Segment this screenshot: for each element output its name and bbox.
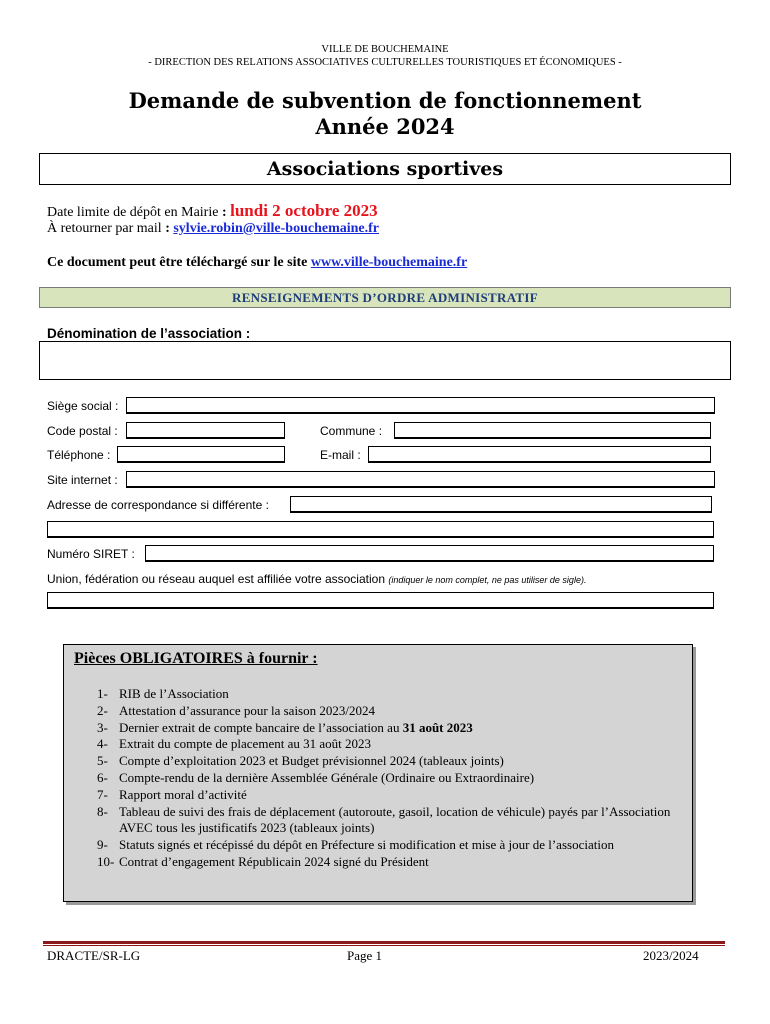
union-field[interactable] bbox=[47, 592, 714, 609]
email-field[interactable] bbox=[368, 446, 711, 463]
deadline-colon: : bbox=[218, 205, 231, 220]
return-colon: : bbox=[161, 221, 174, 236]
email-label: E-mail : bbox=[320, 448, 361, 462]
siret-label: Numéro SIRET : bbox=[47, 547, 135, 561]
deadline-label: Date limite de dépôt en Mairie bbox=[47, 205, 219, 220]
list-item: 1- RIB de l’Association bbox=[97, 686, 229, 701]
siret-field[interactable] bbox=[145, 545, 714, 562]
pieces-list bbox=[97, 686, 677, 871]
deadline-line bbox=[47, 201, 378, 221]
pieces-title: Pièces OBLIGATOIRES à fournir : bbox=[74, 650, 318, 667]
commune-field[interactable] bbox=[394, 422, 711, 439]
site-label: Site internet : bbox=[47, 473, 118, 487]
telephone-label: Téléphone : bbox=[47, 448, 111, 462]
category-title: Associations sportives bbox=[39, 153, 731, 185]
site-field[interactable] bbox=[126, 471, 715, 488]
download-text: Ce document peut être téléchargé sur le site bbox=[47, 255, 311, 270]
adresse-field-line2[interactable] bbox=[47, 521, 714, 538]
list-item: 6- Compte-rendu de la dernière Assemblée Générale (Ordinaire ou Extraordinaire) bbox=[97, 769, 535, 785]
page-year: Année 2024 bbox=[315, 114, 455, 139]
return-email-link[interactable]: sylvie.robin@ville-bouchemaine.fr bbox=[173, 221, 380, 236]
telephone-field[interactable] bbox=[117, 446, 285, 463]
siege-label: Siège social : bbox=[47, 399, 119, 413]
union-label: Union, fédération ou réseau auquel est affiliée votre association bbox=[47, 572, 385, 586]
list-item: 7- Rapport moral d’activité bbox=[97, 786, 247, 802]
direction-name: - DIRECTION DES RELATIONS ASSOCIATIVES CULTURELLES TOURISTIQUES ET ÉCONOMIQUES - bbox=[148, 57, 622, 68]
list-item: 8- Tableau de suivi des frais de déplacement (autoroute, gasoil, location de véhicule) payés par l’Association AVEC tous les justificatifs 2023 (tableaux joints) bbox=[97, 803, 671, 836]
list-item: 2- Attestation d’assurance pour la saison 2023/2024 bbox=[97, 702, 375, 718]
denomination-label: Dénomination de l’association : bbox=[47, 326, 251, 341]
denomination-field[interactable] bbox=[39, 341, 731, 380]
footer-year: 2023/2024 bbox=[643, 948, 699, 963]
return-line bbox=[47, 221, 379, 237]
footer-page: Page 1 bbox=[347, 948, 383, 963]
list-item: 5- Compte d’exploitation 2023 et Budget prévisionnel 2024 (tableaux joints) bbox=[97, 753, 504, 769]
page-title: Demande de subvention de fonctionnement bbox=[128, 88, 642, 113]
union-note: (indiquer le nom complet, ne pas utiliser de sigle). bbox=[388, 575, 587, 585]
list-item: 3- Dernier extrait de compte bancaire de l’association au 31 août 2023 bbox=[97, 719, 473, 735]
adresse-label: Adresse de correspondance si différente : bbox=[47, 498, 269, 512]
footer-rule-thin bbox=[43, 945, 725, 946]
download-line bbox=[47, 255, 467, 271]
union-line bbox=[47, 572, 586, 586]
list-item: 10- Contrat d’engagement Républicain 2024 signé du Président bbox=[97, 853, 429, 869]
footer-ref: DRACTE/SR-LG bbox=[47, 948, 141, 963]
footer-rule bbox=[43, 941, 725, 944]
city-name: VILLE DE BOUCHEMAINE bbox=[321, 44, 449, 55]
code-postal-field[interactable] bbox=[126, 422, 285, 439]
siege-field[interactable] bbox=[126, 397, 715, 414]
deadline-value: lundi 2 octobre 2023 bbox=[230, 201, 378, 220]
return-label: À retourner par mail bbox=[47, 221, 162, 236]
code-postal-label: Code postal : bbox=[47, 424, 118, 438]
commune-label: Commune : bbox=[320, 424, 383, 438]
website-link[interactable]: www.ville-bouchemaine.fr bbox=[310, 255, 468, 270]
section-admin-title: RENSEIGNEMENTS D’ORDRE ADMINISTRATIF bbox=[39, 287, 731, 308]
list-item: 9- Statuts signés et récépissé du dépôt en Préfecture si modification et mise à jour de l’association bbox=[97, 837, 614, 853]
adresse-field[interactable] bbox=[290, 496, 712, 513]
list-item: 4- Extrait du compte de placement au 31 août 2023 bbox=[97, 736, 371, 752]
